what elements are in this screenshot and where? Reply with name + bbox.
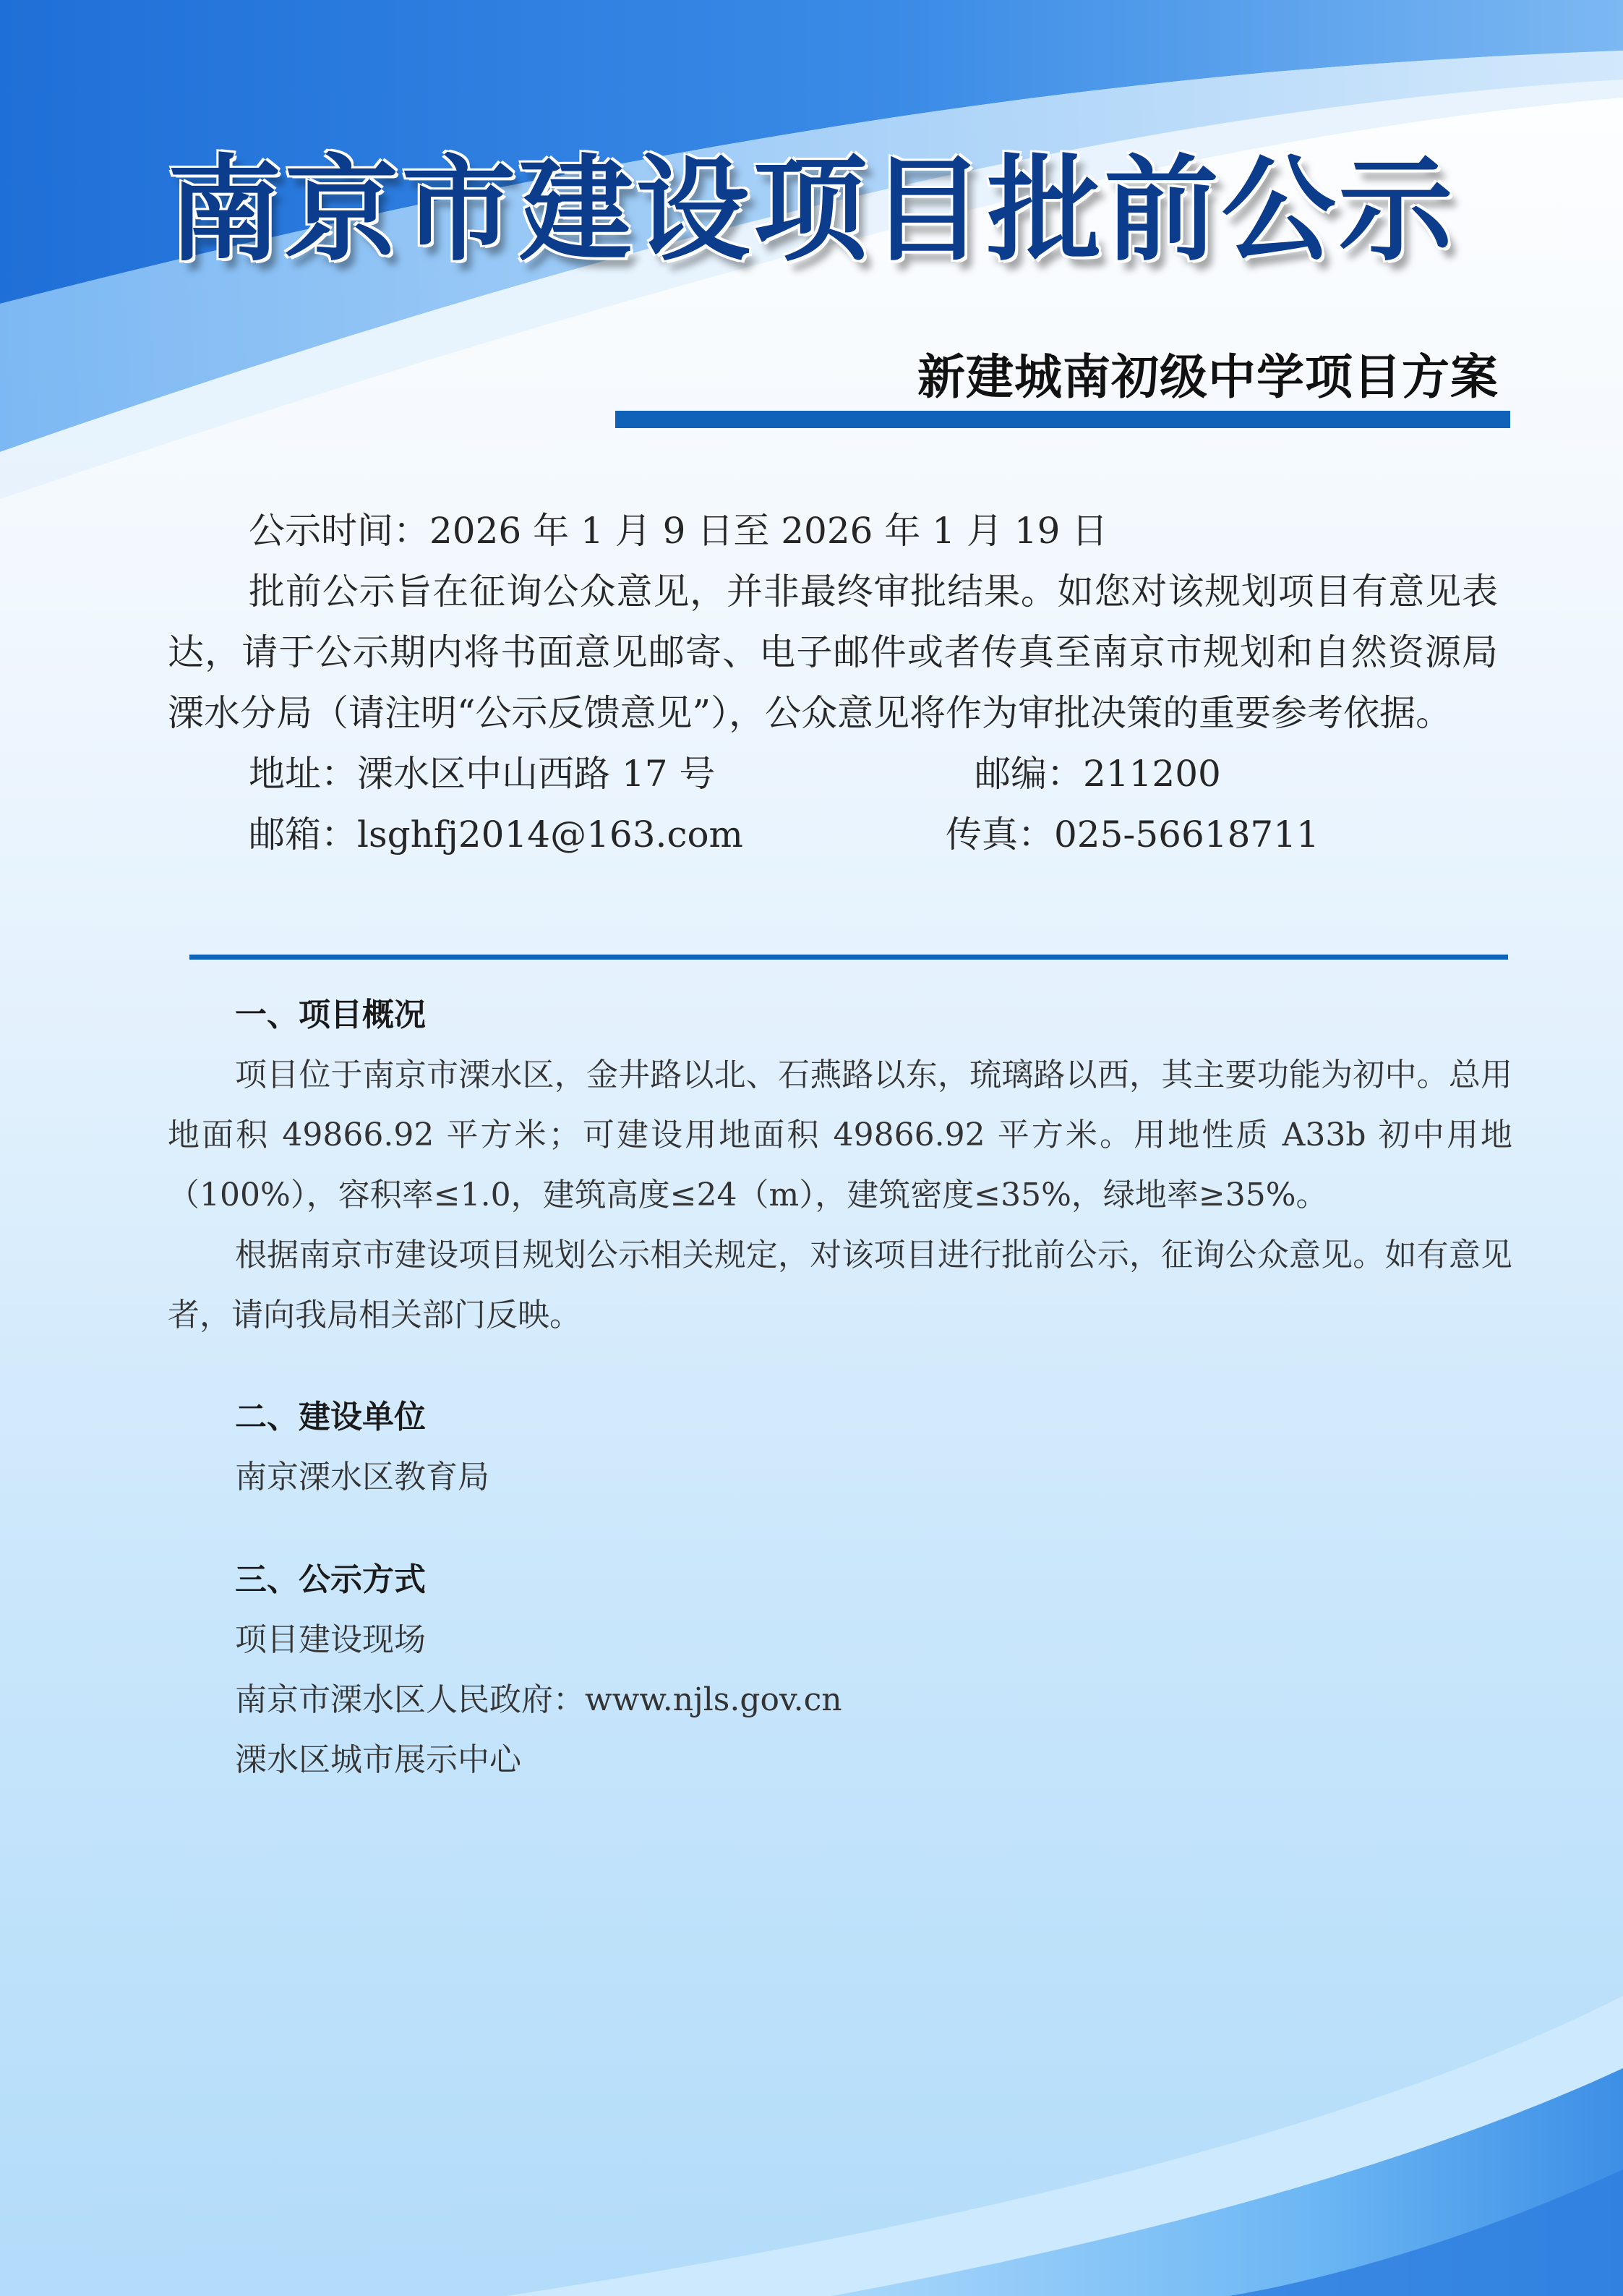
address-text: 地址：溧水区中山西路 17 号 xyxy=(249,753,716,795)
notice-time: 公示时间：2026 年 1 月 9 日至 2026 年 1 月 19 日 xyxy=(249,510,1108,552)
overview-paragraph: 项目位于南京市溧水区，金井路以北、石燕路以东，琉璃路以西，其主要功能为初中。总用地面积 49866.92 平方米；可建设用地面积 49866.92 平方米。用地性质 A33b 初中用地（100%），容积率≤1.0，建筑高度≤24（m），建筑密度≤35%，绿地率≥35%。 xyxy=(168,1057,1512,1213)
contact-row-email xyxy=(168,804,1498,865)
page-title: 南京市建设项目批前公示 xyxy=(167,144,1456,277)
method-item: 项目建设现场 xyxy=(235,1621,426,1658)
method-heading: 三、公示方式 xyxy=(235,1561,426,1598)
subtitle-underline xyxy=(615,411,1510,428)
fax-text: 传真：025-56618711 xyxy=(946,814,1319,855)
overview-paragraph-2: 根据南京市建设项目规划公示相关规定，对该项目进行批前公示，征询公众意见。如有意见者，请向我局相关部门反映。 xyxy=(168,1237,1512,1333)
overview-heading: 一、项目概况 xyxy=(235,997,426,1033)
section-overview xyxy=(168,985,1512,1345)
notice-block xyxy=(168,500,1498,865)
section-method xyxy=(168,1550,1512,1790)
project-subtitle: 新建城南初级中学项目方案 xyxy=(917,349,1499,405)
builder-name: 南京溧水区教育局 xyxy=(235,1459,489,1495)
contact-row-address xyxy=(168,743,1498,804)
method-item: 溧水区城市展示中心 xyxy=(235,1741,521,1778)
notice-intro: 批前公示旨在征询公众意见，并非最终审批结果。如您对该规划项目有意见表达，请于公示期内将书面意见邮寄、电子邮件或者传真至南京市规划和自然资源局溧水分局（请注明“公示反馈意见”），公众意见将作为审批决策的重要参考依据。 xyxy=(168,571,1498,734)
section-builder xyxy=(168,1387,1512,1507)
postcode-text: 邮编：211200 xyxy=(975,753,1221,795)
email-text: 邮箱：lsghfj2014@163.com xyxy=(249,814,743,855)
section-divider xyxy=(189,955,1508,960)
builder-heading: 二、建设单位 xyxy=(235,1399,426,1435)
method-item-website: 南京市溧水区人民政府：www.njls.gov.cn xyxy=(235,1681,842,1718)
